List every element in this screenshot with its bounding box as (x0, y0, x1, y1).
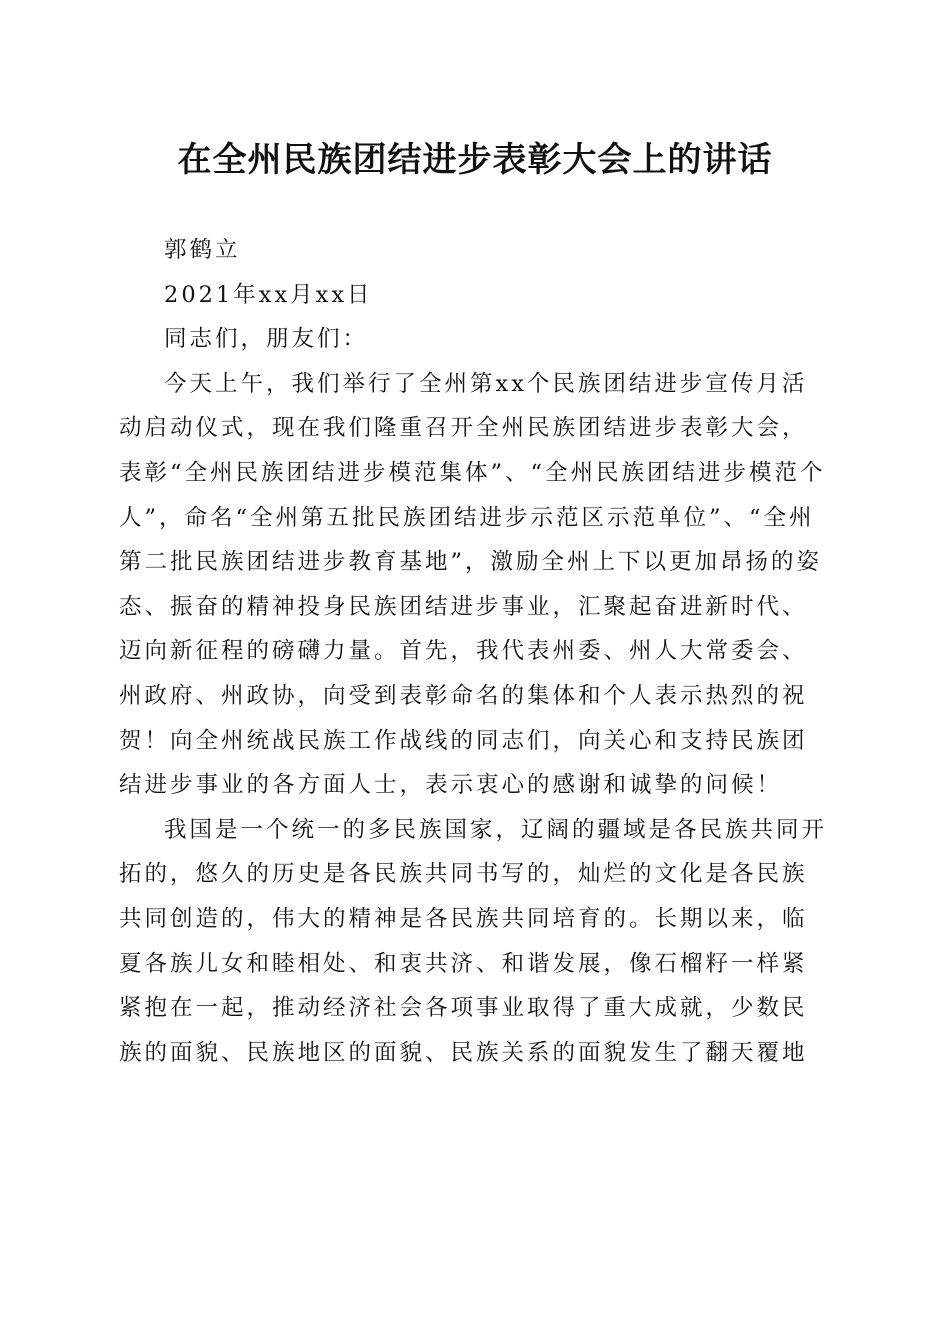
author-line: 郭鹤立 (164, 237, 241, 263)
salutation-line: 同志们，朋友们： (164, 326, 369, 353)
document-body (119, 228, 829, 1075)
body-paragraph: 我国是一个统一的多民族国家，辽阔的疆域是各民族共同开拓的，悠久的历史是各民族共同书写的，灿烂的文化是各民族共同创造的，伟大的精神是各民族共同培育的。长期以来，临夏各族儿女和睦相处、和衷共济、和谐发展，像石榴籽一样紧紧抱在一起，推动经济社会各项事业取得了重大成就，少数民族的面貌、民族地区的面貌、民族关系的面貌发生了翻天覆地 (119, 816, 828, 1066)
document-title: 在全州民族团结进步表彰大会上的讲话 (177, 140, 773, 180)
date-line: 2021年xx月xx日 (164, 281, 373, 308)
body-paragraph: 今天上午，我们举行了全州第xx个民族团结进步宣传月活动启动仪式，现在我们隆重召开全州民族团结进步表彰大会，表彰“全州民族团结进步模范集体”、“全州民族团结进步模范个人”，命名“全州第五批民族团结进步示范区示范单位”、“全州第二批民族团结进步教育基地”，激励全州上下以更加昂扬的姿态、振奋的精神投身民族团结进步事业，汇聚起奋进新时代、迈向新征程的磅礴力量。首先，我代表州委、州人大常委会、州政府、州政协，向受到表彰命名的集体和个人表示热烈的祝贺！向全州统战民族工作战线的同志们，向关心和支持民族团结进步事业的各方面人士，表示衷心的感谢和诚挚的问候！ (119, 370, 826, 799)
